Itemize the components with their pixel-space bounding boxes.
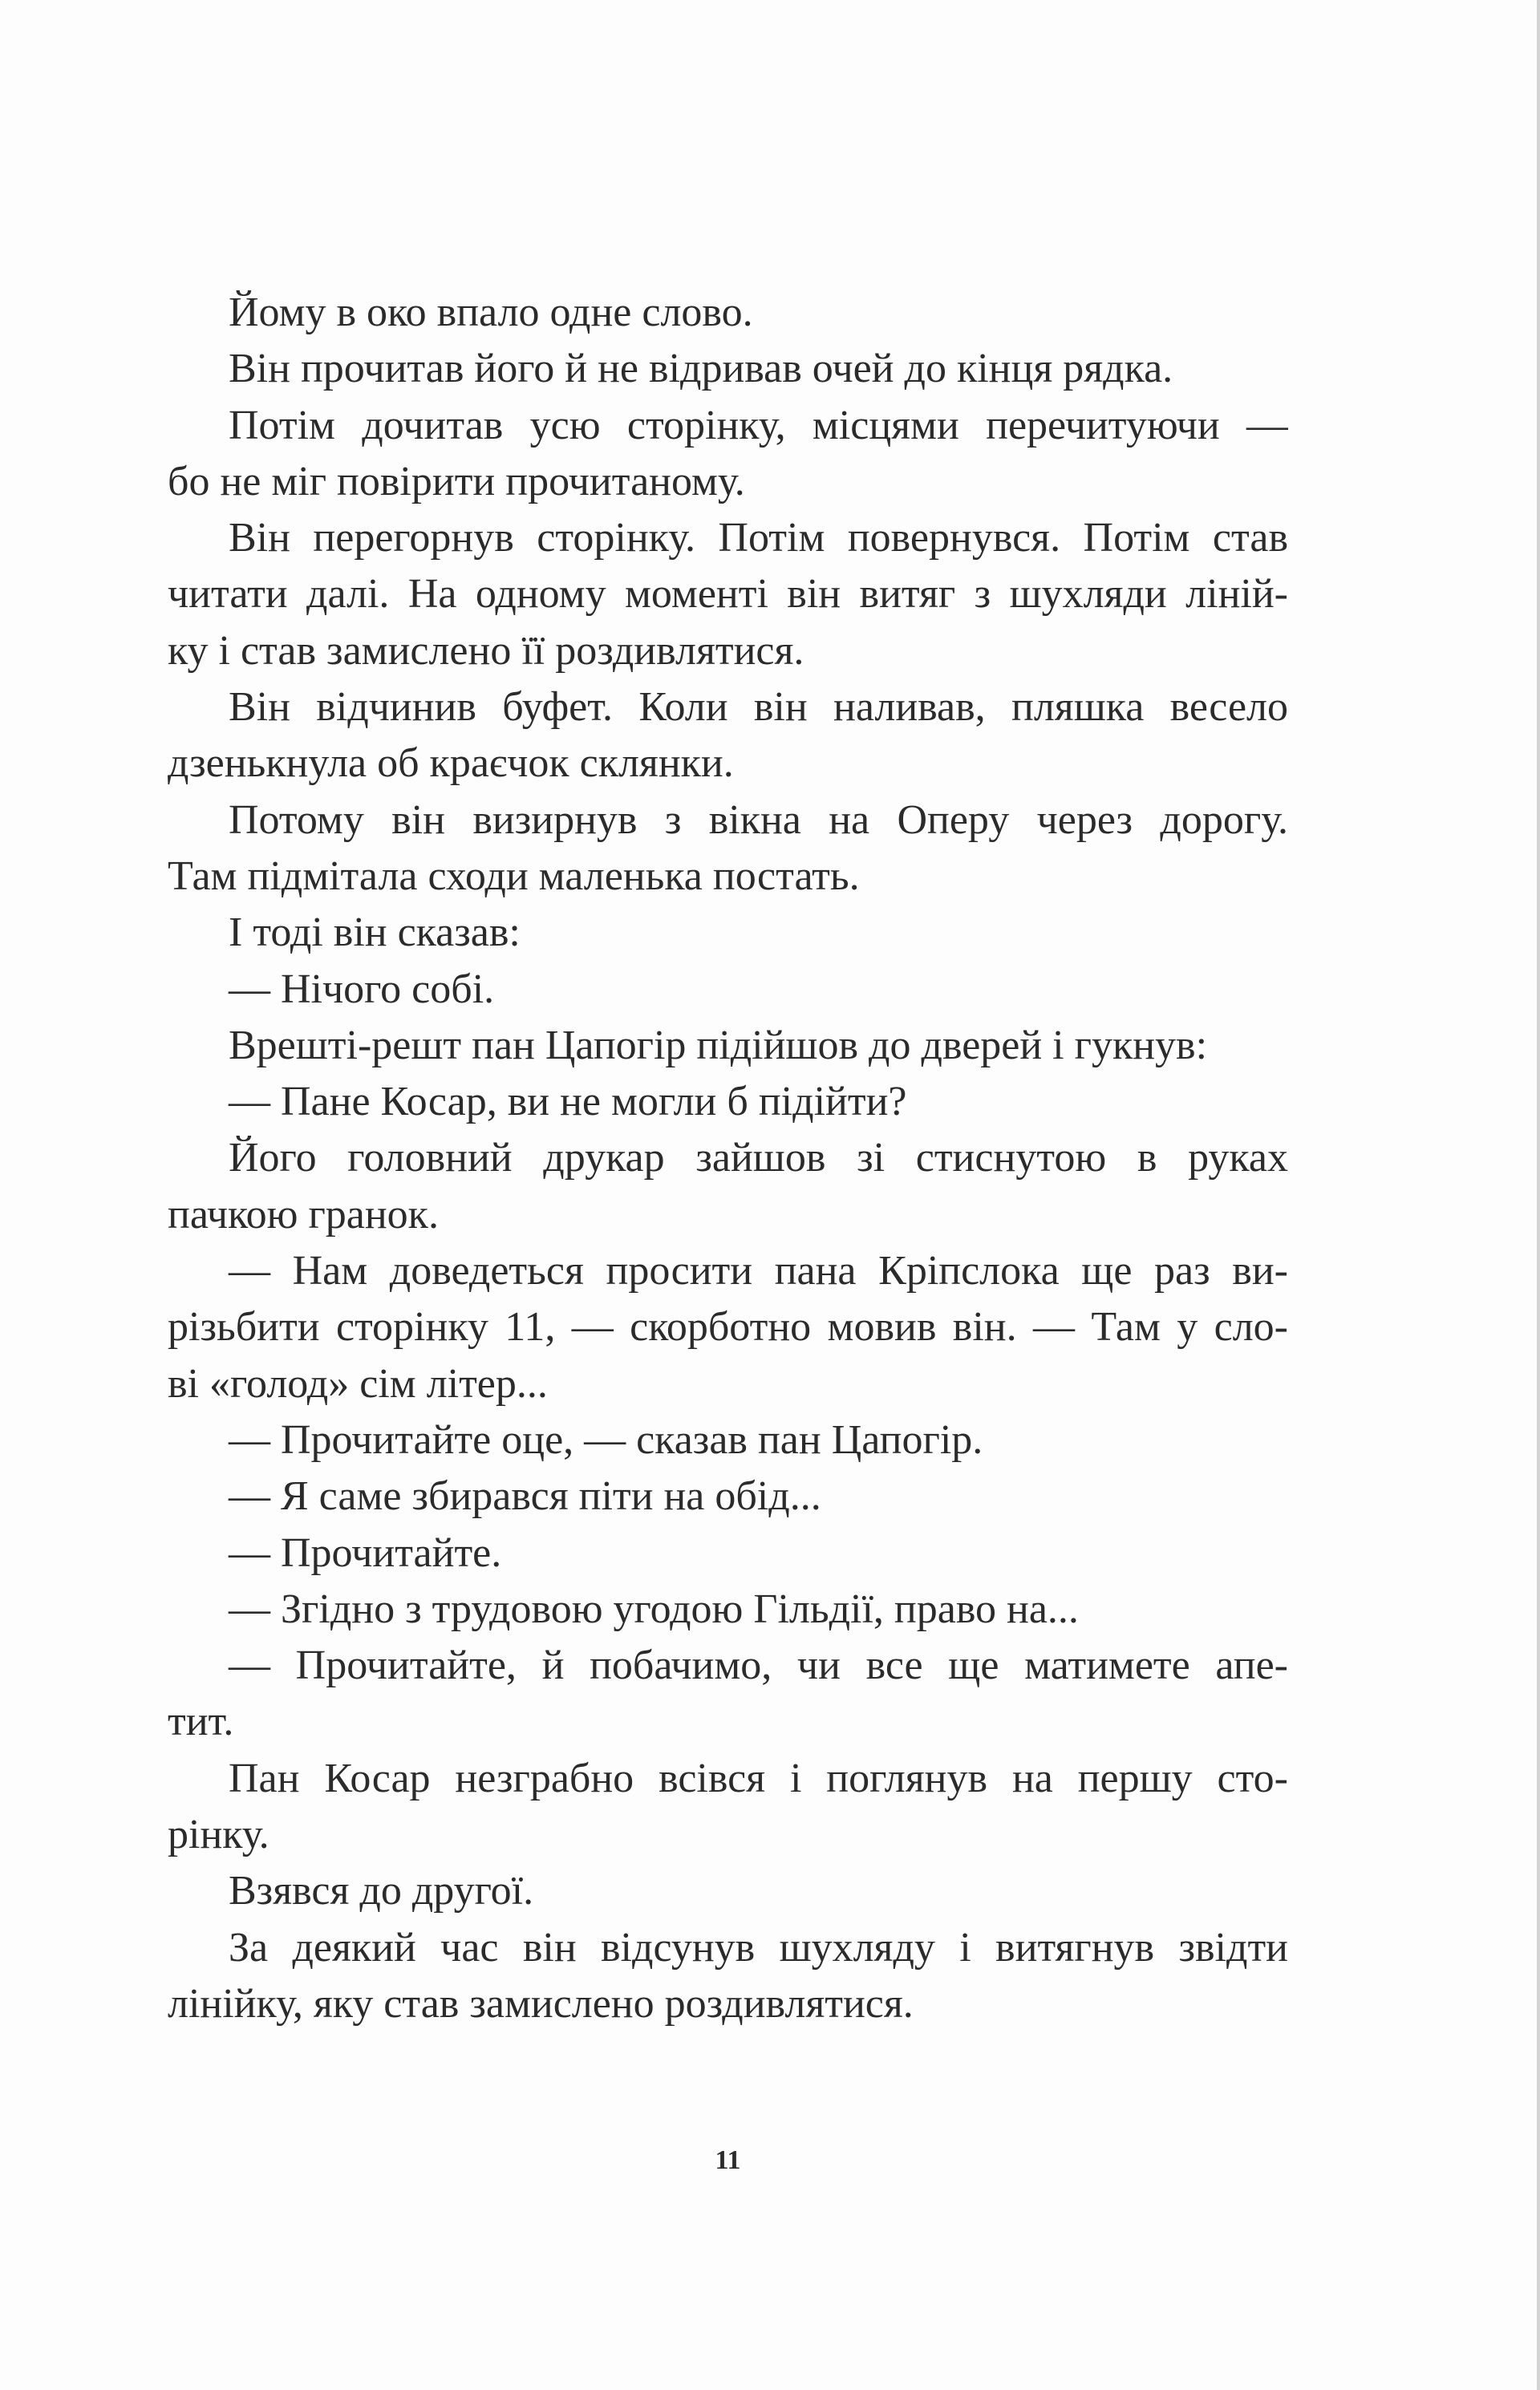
text-line: — Прочитайте оце, — сказав пан Цапогір. xyxy=(229,1416,983,1463)
text-line: Потому він визирнув з вікна на Оперу через дорогу. xyxy=(229,796,1288,843)
text-line: різьбити сторінку 11, — скорботно мовив він. — Там у сло- xyxy=(168,1304,1288,1351)
text-line: — Згідно з трудовою угодою Гільдії, право на... xyxy=(229,1586,1079,1632)
text-line: — Нам доведеться просити пана Кріпслока ще раз ви- xyxy=(229,1248,1288,1294)
page-edge xyxy=(1537,0,1540,2390)
text-line: читати далі. На одному моменті він витяг з шухляди лінiй- xyxy=(168,571,1288,618)
text-line: Він прочитав його й не відривав очей до кінця рядка. xyxy=(229,346,1173,392)
text-line: лінійку, яку став замислено роздивлятися. xyxy=(168,1980,914,2027)
text-line: І тоді він сказав: xyxy=(229,909,521,956)
text-line: пачкою гранок. xyxy=(168,1191,439,1238)
text-line: Пан Косар незграбно всівся і поглянув на першу сто- xyxy=(229,1755,1288,1801)
text-line: Врешті-решт пан Цапогір підійшов до дверей і гукнув: xyxy=(229,1022,1208,1068)
text-line: Його головний друкар зайшов зі стиснутою в руках xyxy=(229,1135,1288,1181)
text-line: Він перегорнув сторінку. Потім повернувся. Потім став xyxy=(229,515,1288,561)
text-line: Взявся до другої. xyxy=(229,1868,534,1914)
text-line: тит. xyxy=(168,1699,234,1745)
text-line: рінку. xyxy=(168,1812,270,1858)
text-line: — Нічого собі. xyxy=(229,966,495,1012)
text-line: Там підмітала сходи маленька постать. xyxy=(168,853,860,899)
page-body-text xyxy=(168,285,1288,2032)
text-line: ві «голод» сім літер... xyxy=(168,1360,548,1407)
text-line: дзенькнула об краєчок склянки. xyxy=(168,740,734,787)
text-line: — Прочитайте. xyxy=(229,1529,502,1576)
text-line: ку і став замислено її роздивлятися. xyxy=(168,627,804,674)
text-line: бо не міг повірити прочитаному. xyxy=(168,458,745,504)
text-line: Він відчинив буфет. Коли він наливав, пляшка весело xyxy=(229,684,1288,731)
text-line: — Пане Косар, ви не могли б підійти? xyxy=(229,1079,907,1125)
text-line: Йому в око впало одне слово. xyxy=(229,290,753,335)
text-line: — Прочитайте, й побачимо, чи все ще матимете апе- xyxy=(229,1643,1288,1689)
text-line: За деякий час він відсунув шухляду і витягнув звідти xyxy=(229,1924,1288,1971)
text-line: — Я саме збирався піти на обід... xyxy=(229,1473,821,1520)
text-line: Потім дочитав усю сторінку, місцями перечитуючи — xyxy=(229,402,1288,448)
page-number: 11 xyxy=(715,2145,741,2175)
